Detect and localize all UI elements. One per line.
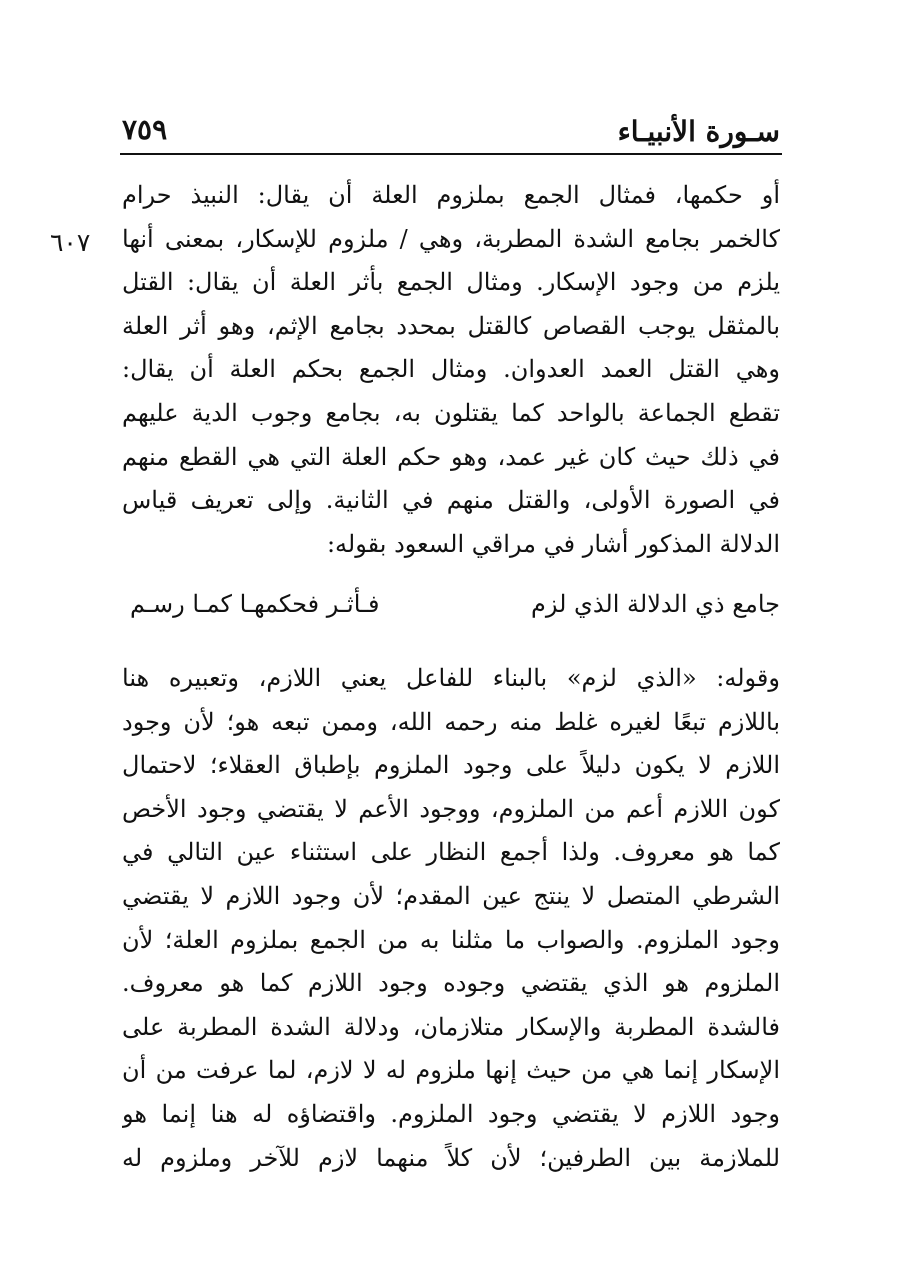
text-line: في ذلك حيث كان غير عمد، وهو حكم العلة التي هي القطع منهم <box>122 442 780 471</box>
header-rule <box>120 153 782 155</box>
text-line: باللازم تبعًا لغيره غلط منه رحمه الله، وممن تبعه هو؛ لأن وجود <box>122 707 780 736</box>
text-line: تقطع الجماعة بالواحد كما يقتلون به، بجامع وجوب الدية عليهم <box>122 398 780 427</box>
page-number: ٧٥٩ <box>122 113 168 146</box>
text-line: وهي القتل العمد العدوان. ومثال الجمع بحكم العلة أن يقال: <box>122 355 780 384</box>
text-line: أو حكمها، فمثال الجمع بملزوم العلة أن يقال: النبيذ حرام <box>122 181 780 209</box>
text-line: الإسكار إنما هي من حيث إنها ملزوم له لا لازم، لما عرفت من أن <box>122 1056 780 1085</box>
running-header <box>122 110 780 154</box>
text-line: كون اللازم أعم من الملزوم، ووجود الأعم لا يقتضي وجود الأخص <box>122 794 780 823</box>
text-line: الدلالة المذكور أشار في مراقي السعود بقوله: <box>326 529 780 558</box>
text-line: يلزم من وجود الإسكار. ومثال الجمع بأثر العلة أن يقال: القتل <box>122 268 780 297</box>
paragraph-1 <box>122 174 780 566</box>
verse-second-hemistich: فـأثـر فحكمهـا كمـا رسـم <box>130 590 380 618</box>
paragraph-2 <box>122 657 780 1180</box>
margin-page-reference: ٦٠٧ <box>50 228 91 257</box>
text-line: بالمثقل يوجب القصاص كالقتل بمحدد بجامع الإثم، وهو أثر العلة <box>122 311 780 340</box>
text-line: للملازمة بين الطرفين؛ لأن كلاً منهما لازم للآخر وملزوم له <box>122 1143 780 1172</box>
text-line: الشرطي المتصل لا ينتج عين المقدم؛ لأن وجود اللازم لا يقتضي <box>122 881 780 910</box>
surah-title: سـورة الأنبيـاء <box>617 115 780 148</box>
text-line: الملزوم هو الذي يقتضي وجوده وجود اللازم كما هو معروف. <box>122 969 780 998</box>
poetry-verse <box>122 582 780 628</box>
text-line: وقوله: «الذي لزم» بالبناء للفاعل يعني اللازم، وتعبيره هنا <box>122 664 780 692</box>
text-line: في الصورة الأولى، والقتل منهم في الثانية. وإلى تعريف قياس <box>122 486 780 515</box>
text-line: كما هو معروف. ولذا أجمع النظار على استثناء عين التالي في <box>122 838 780 867</box>
text-line: فالشدة المطربة والإسكار متلازمان، ودلالة الشدة المطربة على <box>122 1012 780 1041</box>
verse-first-hemistich: جامع ذي الدلالة الذي لزم <box>531 590 780 618</box>
text-line: اللازم لا يكون دليلاً على وجود الملزوم بإطباق العقلاء؛ لاحتمال <box>122 751 780 780</box>
text-line: كالخمر بجامع الشدة المطربة، وهي / ملزوم للإسكار، بمعنى أنها <box>122 224 780 253</box>
text-line: وجود اللازم لا يقتضي وجود الملزوم. واقتضاؤه له هنا إنما هو <box>122 1099 780 1128</box>
text-line: وجود الملزوم. والصواب ما مثلنا به من الجمع بملزوم العلة؛ لأن <box>122 925 780 954</box>
